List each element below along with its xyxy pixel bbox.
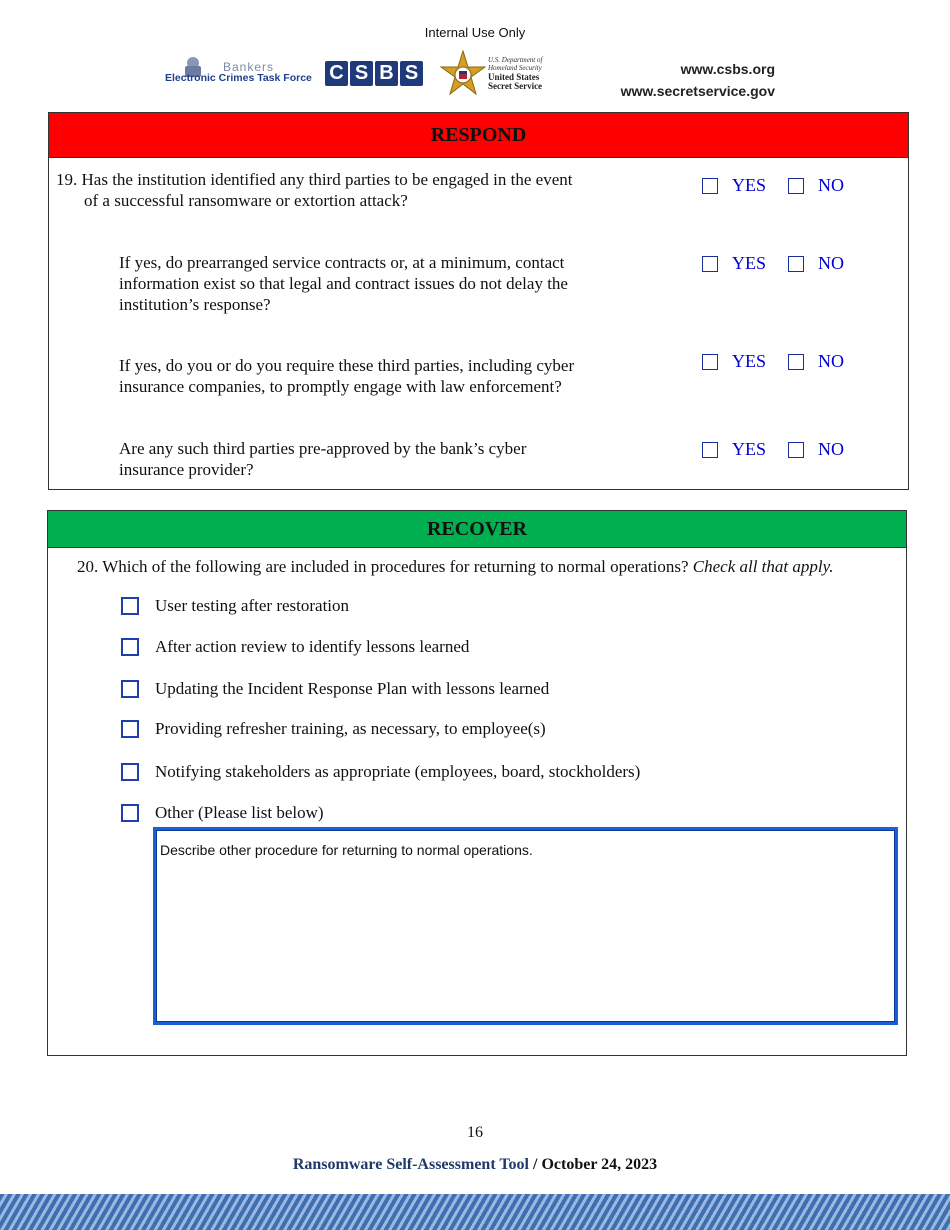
- no-label: NO: [818, 175, 845, 195]
- csbs-letter: B: [375, 61, 398, 86]
- option-label: Notifying stakeholders as appropriate (employees, board, stockholders): [155, 762, 641, 781]
- question-19c-choices: [702, 439, 844, 460]
- option-label: User testing after restoration: [155, 596, 350, 615]
- internal-use-label: Internal Use Only: [424, 25, 526, 40]
- no-checkbox[interactable]: [788, 178, 804, 194]
- no-label: NO: [818, 439, 845, 459]
- option-label: Updating the Incident Response Plan with lessons learned: [155, 679, 550, 698]
- question-19b: If yes, do you or do you require these third parties, including cyber insurance companies, to promptly engage with law enforcement?: [119, 356, 575, 396]
- yes-label: YES: [732, 175, 767, 195]
- bankers-subtitle: Electronic Crimes Task Force: [165, 72, 312, 84]
- yes-checkbox[interactable]: [702, 354, 718, 370]
- usss-label: United States Secret Service: [488, 72, 543, 91]
- csbs-letter: C: [325, 61, 348, 86]
- recover-header: RECOVER: [48, 511, 906, 548]
- footer-separator: /: [533, 1156, 538, 1173]
- option-checkbox[interactable]: [121, 804, 139, 822]
- question-19b-choices: [702, 351, 844, 372]
- option-checkbox[interactable]: [121, 720, 139, 738]
- yes-label: YES: [732, 253, 767, 273]
- page-number: 16: [467, 1124, 483, 1141]
- csbs-letter: S: [350, 61, 373, 86]
- footer-date: October 24, 2023: [541, 1156, 658, 1173]
- yes-checkbox[interactable]: [702, 442, 718, 458]
- option-label: After action review to identify lessons learned: [155, 637, 470, 656]
- option-checkbox[interactable]: [121, 763, 139, 781]
- option-other[interactable]: [121, 803, 324, 823]
- secretservice-url[interactable]: www.secretservice.gov: [620, 83, 775, 99]
- dhs-label: U.S. Department of Homeland Security: [488, 56, 543, 72]
- option-notify-stakeholders[interactable]: [121, 762, 640, 782]
- question-19c: Are any such third parties pre-approved by the bank’s cyber insurance provider?: [119, 439, 527, 479]
- respond-section: [48, 112, 909, 490]
- question-20-instruction: Check all that apply.: [692, 557, 834, 576]
- recover-section: [47, 510, 907, 1056]
- option-refresher-training[interactable]: [121, 719, 546, 739]
- option-update-irp[interactable]: [121, 679, 549, 699]
- no-checkbox[interactable]: [788, 256, 804, 272]
- footer-doc-title: Ransomware Self-Assessment Tool: [292, 1156, 529, 1173]
- csbs-logo: [325, 61, 423, 86]
- textarea-placeholder: Describe other procedure for returning to normal operations.: [160, 842, 533, 858]
- question-19: [56, 169, 656, 211]
- question-19-choices: [702, 175, 844, 196]
- secret-service-star-icon: [440, 50, 486, 96]
- no-label: NO: [818, 351, 845, 371]
- other-procedure-textarea[interactable]: [153, 827, 898, 1025]
- question-19a-choices: [702, 253, 844, 274]
- question-19-line1: 19. Has the institution identified any third parties to be engaged in the event: [56, 170, 573, 189]
- no-checkbox[interactable]: [788, 442, 804, 458]
- question-19-line2: of a successful ransomware or extortion attack?: [84, 191, 408, 210]
- respond-header: RESPOND: [49, 113, 908, 158]
- no-label: NO: [818, 253, 845, 273]
- question-20-text: 20. Which of the following are included in procedures for returning to normal operations?: [77, 557, 689, 576]
- option-label: Other (Please list below): [155, 803, 324, 822]
- option-label: Providing refresher training, as necessary, to employee(s): [155, 719, 546, 738]
- no-checkbox[interactable]: [788, 354, 804, 370]
- footer: [0, 1156, 950, 1174]
- option-checkbox[interactable]: [121, 680, 139, 698]
- option-user-testing[interactable]: [121, 596, 349, 616]
- footer-stripe-band: [0, 1194, 950, 1230]
- option-checkbox[interactable]: [121, 638, 139, 656]
- header-urls: [621, 58, 775, 102]
- yes-label: YES: [732, 351, 767, 371]
- question-19a: If yes, do prearranged service contracts or, at a minimum, contact information exist so that legal and contract issues do not delay the institution’s response?: [119, 253, 568, 314]
- yes-checkbox[interactable]: [702, 178, 718, 194]
- option-after-action-review[interactable]: [121, 637, 469, 657]
- csbs-url[interactable]: www.csbs.org: [680, 61, 775, 77]
- yes-label: YES: [732, 439, 767, 459]
- option-checkbox[interactable]: [121, 597, 139, 615]
- yes-checkbox[interactable]: [702, 256, 718, 272]
- bankers-word: Bankers: [223, 60, 275, 74]
- csbs-letter: S: [400, 61, 423, 86]
- question-20: [77, 557, 833, 577]
- bankers-ectf-logo: [165, 58, 315, 88]
